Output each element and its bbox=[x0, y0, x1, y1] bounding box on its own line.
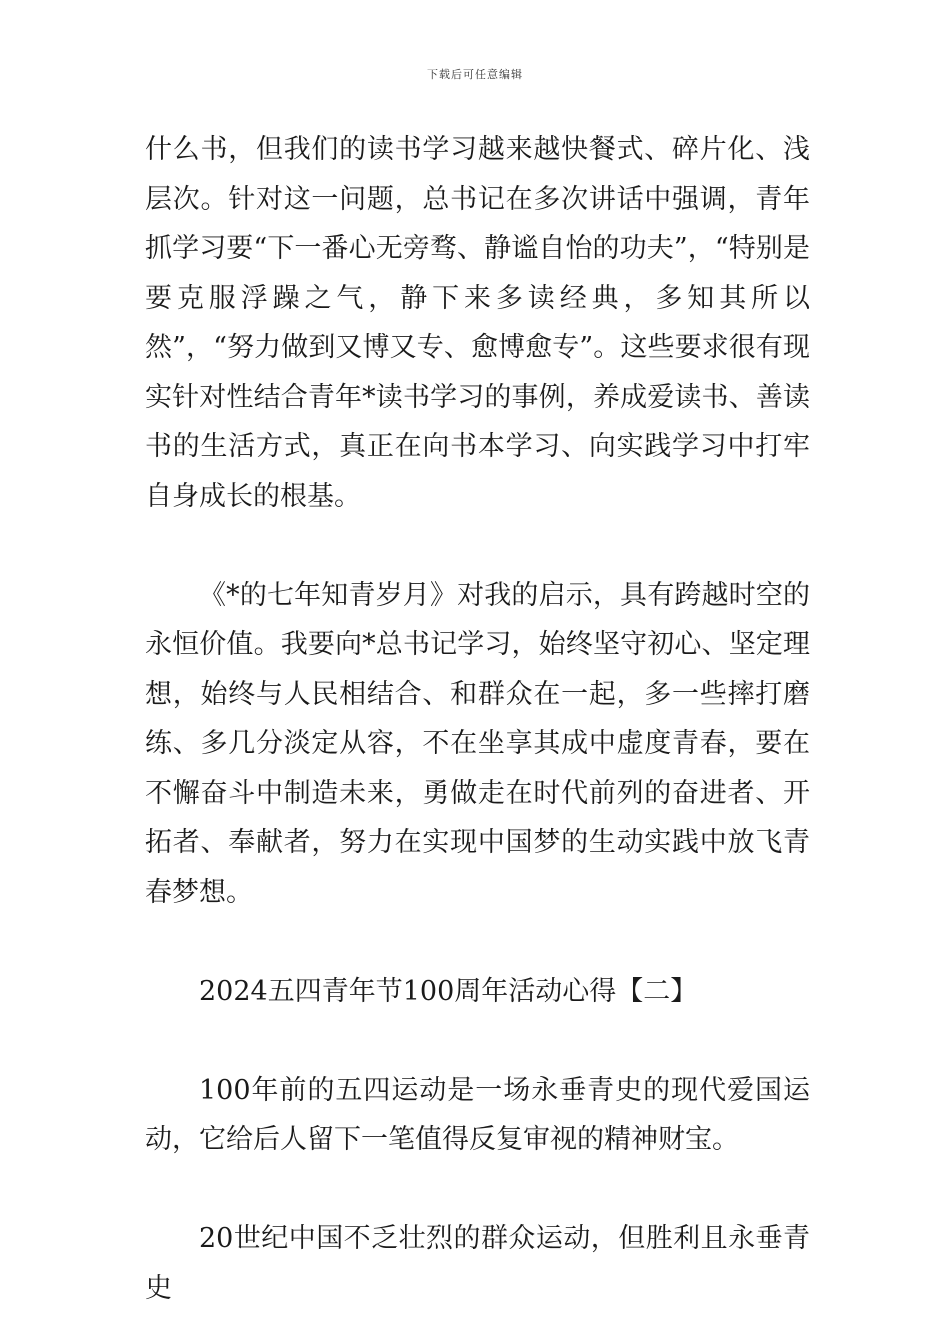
paragraph: 100年前的五四运动是一场永垂青史的现代爱国运动，它给后人留下一笔值得反复审视的精神财宝。 bbox=[145, 1074, 810, 1155]
paragraph-continued: 什么书，但我们的读书学习越来越快餐式、碎片化、浅层次。针对这一问题，总书记在多次讲话中强调，青年抓学习要“下一番心无旁骛、静谧自怡的功夫”，“特别是要克服浮躁之气，静下来多读经典，多知其所以然”，“努力做到又博又专、愈博愈专”。这些要求很有现实针对性结合青年*读书学习的事例，养成爱读书、善读书的生活方式，真正在向书本学习、向实践学习中打牢自身成长的根基。 bbox=[145, 134, 810, 512]
header-note: 下载后可任意编辑 bbox=[427, 68, 523, 81]
paragraph: 《*的七年知青岁月》对我的启示，具有跨越时空的永恒价值。我要向*总书记学习，始终坚守初心、坚定理想，始终与人民相结合、和群众在一起，多一些摔打磨练、多几分淡定从容，不在坐享其成中虚度青春，要在不懈奋斗中制造未来，勇做走在时代前列的奋进者、开拓者、奉献者，努力在实现中国梦的生动实践中放飞青春梦想。 bbox=[145, 579, 810, 908]
document-body bbox=[145, 125, 810, 1313]
paragraph: 20世纪中国不乏壮烈的群众运动，但胜利且永垂青史 bbox=[145, 1223, 810, 1304]
section-heading: 2024五四青年节100周年活动心得【二】 bbox=[199, 975, 698, 1007]
